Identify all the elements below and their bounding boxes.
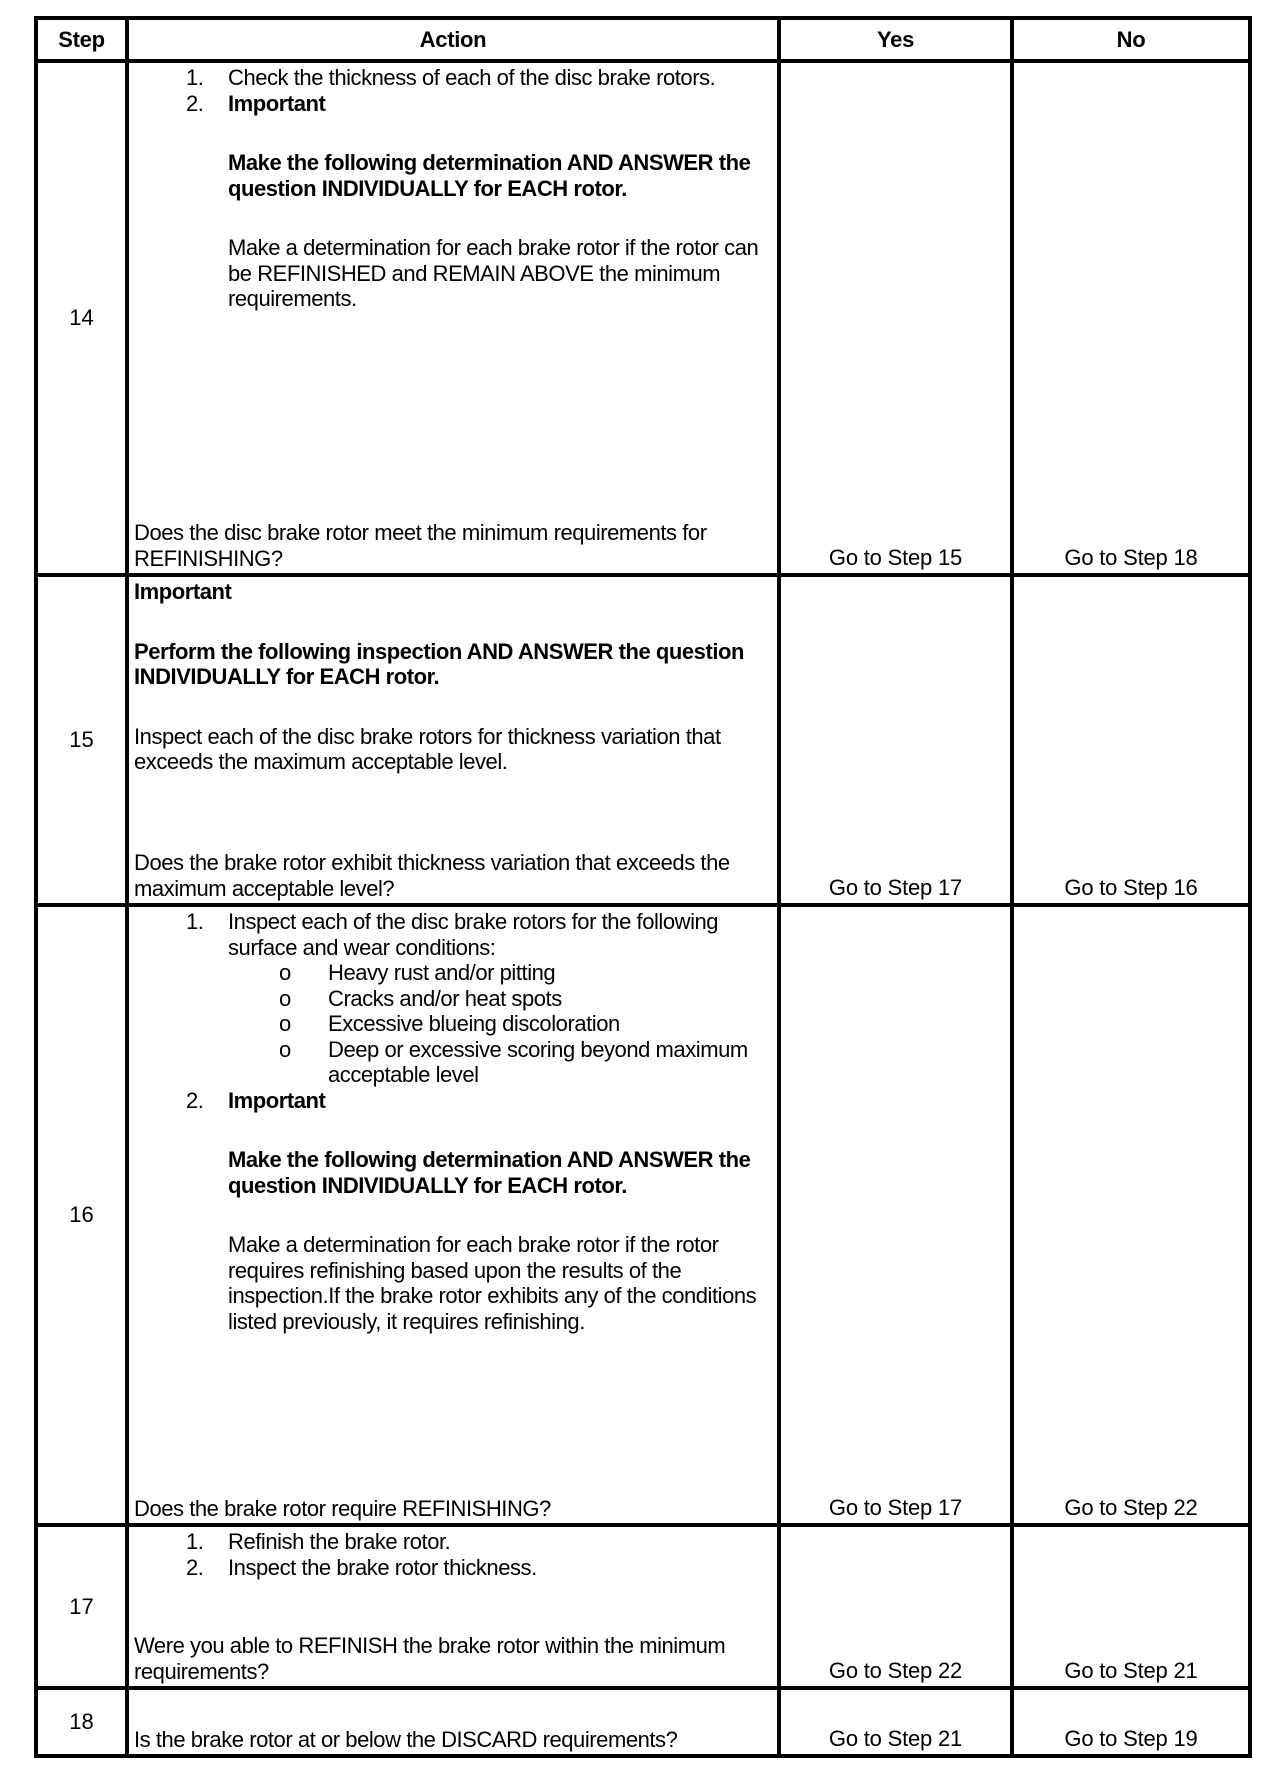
step-cell	[38, 907, 129, 1523]
list-number: 1.	[186, 1529, 204, 1554]
no-link[interactable]: Go to Step 22	[1064, 1495, 1198, 1520]
bullet-text: Cracks and/or heat spots	[328, 985, 562, 1011]
step-cell	[38, 63, 129, 573]
diagnostic-table	[34, 16, 1252, 1758]
question-text: Does the brake rotor require REFINISHING?	[134, 1495, 551, 1521]
list-text: Inspect the brake rotor thickness.	[228, 1554, 537, 1580]
list-item	[134, 65, 771, 91]
action-cell	[129, 63, 781, 573]
list-item	[134, 909, 771, 960]
yes-link[interactable]: Go to Step 21	[828, 1726, 963, 1751]
no-link[interactable]: Go to Step 21	[1064, 1658, 1198, 1683]
important-note: Make the following determination AND ANSWER the question INDIVIDUALLY for EACH rotor.	[228, 150, 751, 201]
question-text: Were you able to REFINISH the brake rotor within the minimum requirements?	[134, 1633, 726, 1684]
yes-cell	[781, 1527, 1014, 1686]
yes-cell	[781, 1690, 1014, 1754]
instruction-text: Make a determination for each brake rotor if the rotor can be REFINISHED and REMAIN ABOVE the minimum requirements.	[228, 235, 759, 311]
step-number: 16	[69, 1202, 94, 1227]
list-number: 2.	[186, 90, 204, 116]
step-cell	[38, 1527, 129, 1686]
no-cell	[1014, 907, 1248, 1523]
bullet-item	[228, 1011, 771, 1037]
yes-link[interactable]: Go to Step 17	[828, 1495, 963, 1520]
question-text: Is the brake rotor at or below the DISCARD requirements?	[134, 1726, 678, 1752]
action-cell	[129, 1690, 781, 1754]
step-number: 18	[69, 1709, 94, 1734]
question-text: Does the disc brake rotor meet the minimum requirements for REFINISHING?	[134, 520, 707, 571]
no-cell	[1014, 1690, 1248, 1754]
important-label: Important	[228, 1087, 326, 1113]
important-note: Make the following determination AND ANSWER the question INDIVIDUALLY for EACH rotor.	[228, 1147, 751, 1198]
table-row-step-17	[38, 1523, 1248, 1686]
bullet-item	[228, 960, 771, 986]
yes-cell	[781, 63, 1014, 573]
table-row-step-15	[38, 573, 1248, 903]
list-text: Check the thickness of each of the disc brake rotors.	[228, 65, 716, 90]
no-cell	[1014, 577, 1248, 903]
bullet-text: Heavy rust and/or pitting	[328, 960, 556, 985]
table-header	[38, 20, 1248, 59]
header-action: Action	[129, 20, 781, 59]
yes-link[interactable]: Go to Step 15	[828, 545, 963, 570]
no-cell	[1014, 63, 1248, 573]
table-row-step-16	[38, 903, 1248, 1523]
yes-link[interactable]: Go to Step 17	[828, 875, 963, 900]
important-label: Important	[228, 90, 326, 116]
list-item	[134, 1529, 771, 1555]
bullet-item	[228, 1037, 771, 1088]
yes-cell	[781, 577, 1014, 903]
action-cell	[129, 577, 781, 903]
no-cell	[1014, 1527, 1248, 1686]
circle-bullet-icon: o	[279, 1011, 291, 1036]
table-row-step-14	[38, 59, 1248, 573]
step-number: 17	[69, 1593, 94, 1619]
important-note: Perform the following inspection AND ANSWER the question INDIVIDUALLY for EACH rotor.	[134, 638, 744, 689]
step-number: 14	[69, 305, 94, 330]
list-text: Inspect each of the disc brake rotors for the following surface and wear conditions:	[228, 909, 719, 960]
no-link[interactable]: Go to Step 16	[1064, 875, 1198, 900]
action-cell	[129, 907, 781, 1523]
list-number: 1.	[186, 65, 204, 90]
yes-link[interactable]: Go to Step 22	[828, 1658, 963, 1683]
list-item	[134, 91, 771, 117]
list-item	[134, 1088, 771, 1114]
header-step: Step	[38, 20, 129, 59]
no-link[interactable]: Go to Step 19	[1064, 1726, 1198, 1751]
instruction-text: Inspect each of the disc brake rotors for thickness variation that exceeds the maximum acceptable level.	[134, 723, 721, 774]
step-cell	[38, 577, 129, 903]
list-text: Refinish the brake rotor.	[228, 1529, 451, 1554]
circle-bullet-icon: o	[279, 1036, 291, 1062]
yes-cell	[781, 907, 1014, 1523]
action-cell	[129, 1527, 781, 1686]
bullet-text: Deep or excessive scoring beyond maximum acceptable level	[328, 1036, 748, 1087]
list-number: 2.	[186, 1087, 204, 1113]
circle-bullet-icon: o	[279, 985, 291, 1011]
list-number: 2.	[186, 1554, 204, 1580]
header-no: No	[1116, 26, 1146, 52]
list-item	[134, 1555, 771, 1581]
question-text: Does the brake rotor exhibit thickness variation that exceeds the maximum acceptable level?	[134, 850, 730, 901]
no-link[interactable]: Go to Step 18	[1064, 545, 1198, 570]
bullet-text: Excessive blueing discoloration	[328, 1011, 620, 1036]
list-number: 1.	[186, 909, 204, 934]
circle-bullet-icon: o	[279, 960, 291, 985]
table-row-step-18	[38, 1686, 1248, 1754]
bullet-item	[228, 986, 771, 1012]
important-label: Important	[134, 579, 232, 604]
step-number: 15	[69, 727, 94, 752]
header-yes: Yes	[781, 20, 1014, 59]
step-cell	[38, 1690, 129, 1754]
instruction-text: Make a determination for each brake rotor if the rotor requires refinishing based upon the results of the inspection.If the brake rotor exhibits any of the conditions listed previously, it requires refinishing.	[228, 1232, 757, 1334]
